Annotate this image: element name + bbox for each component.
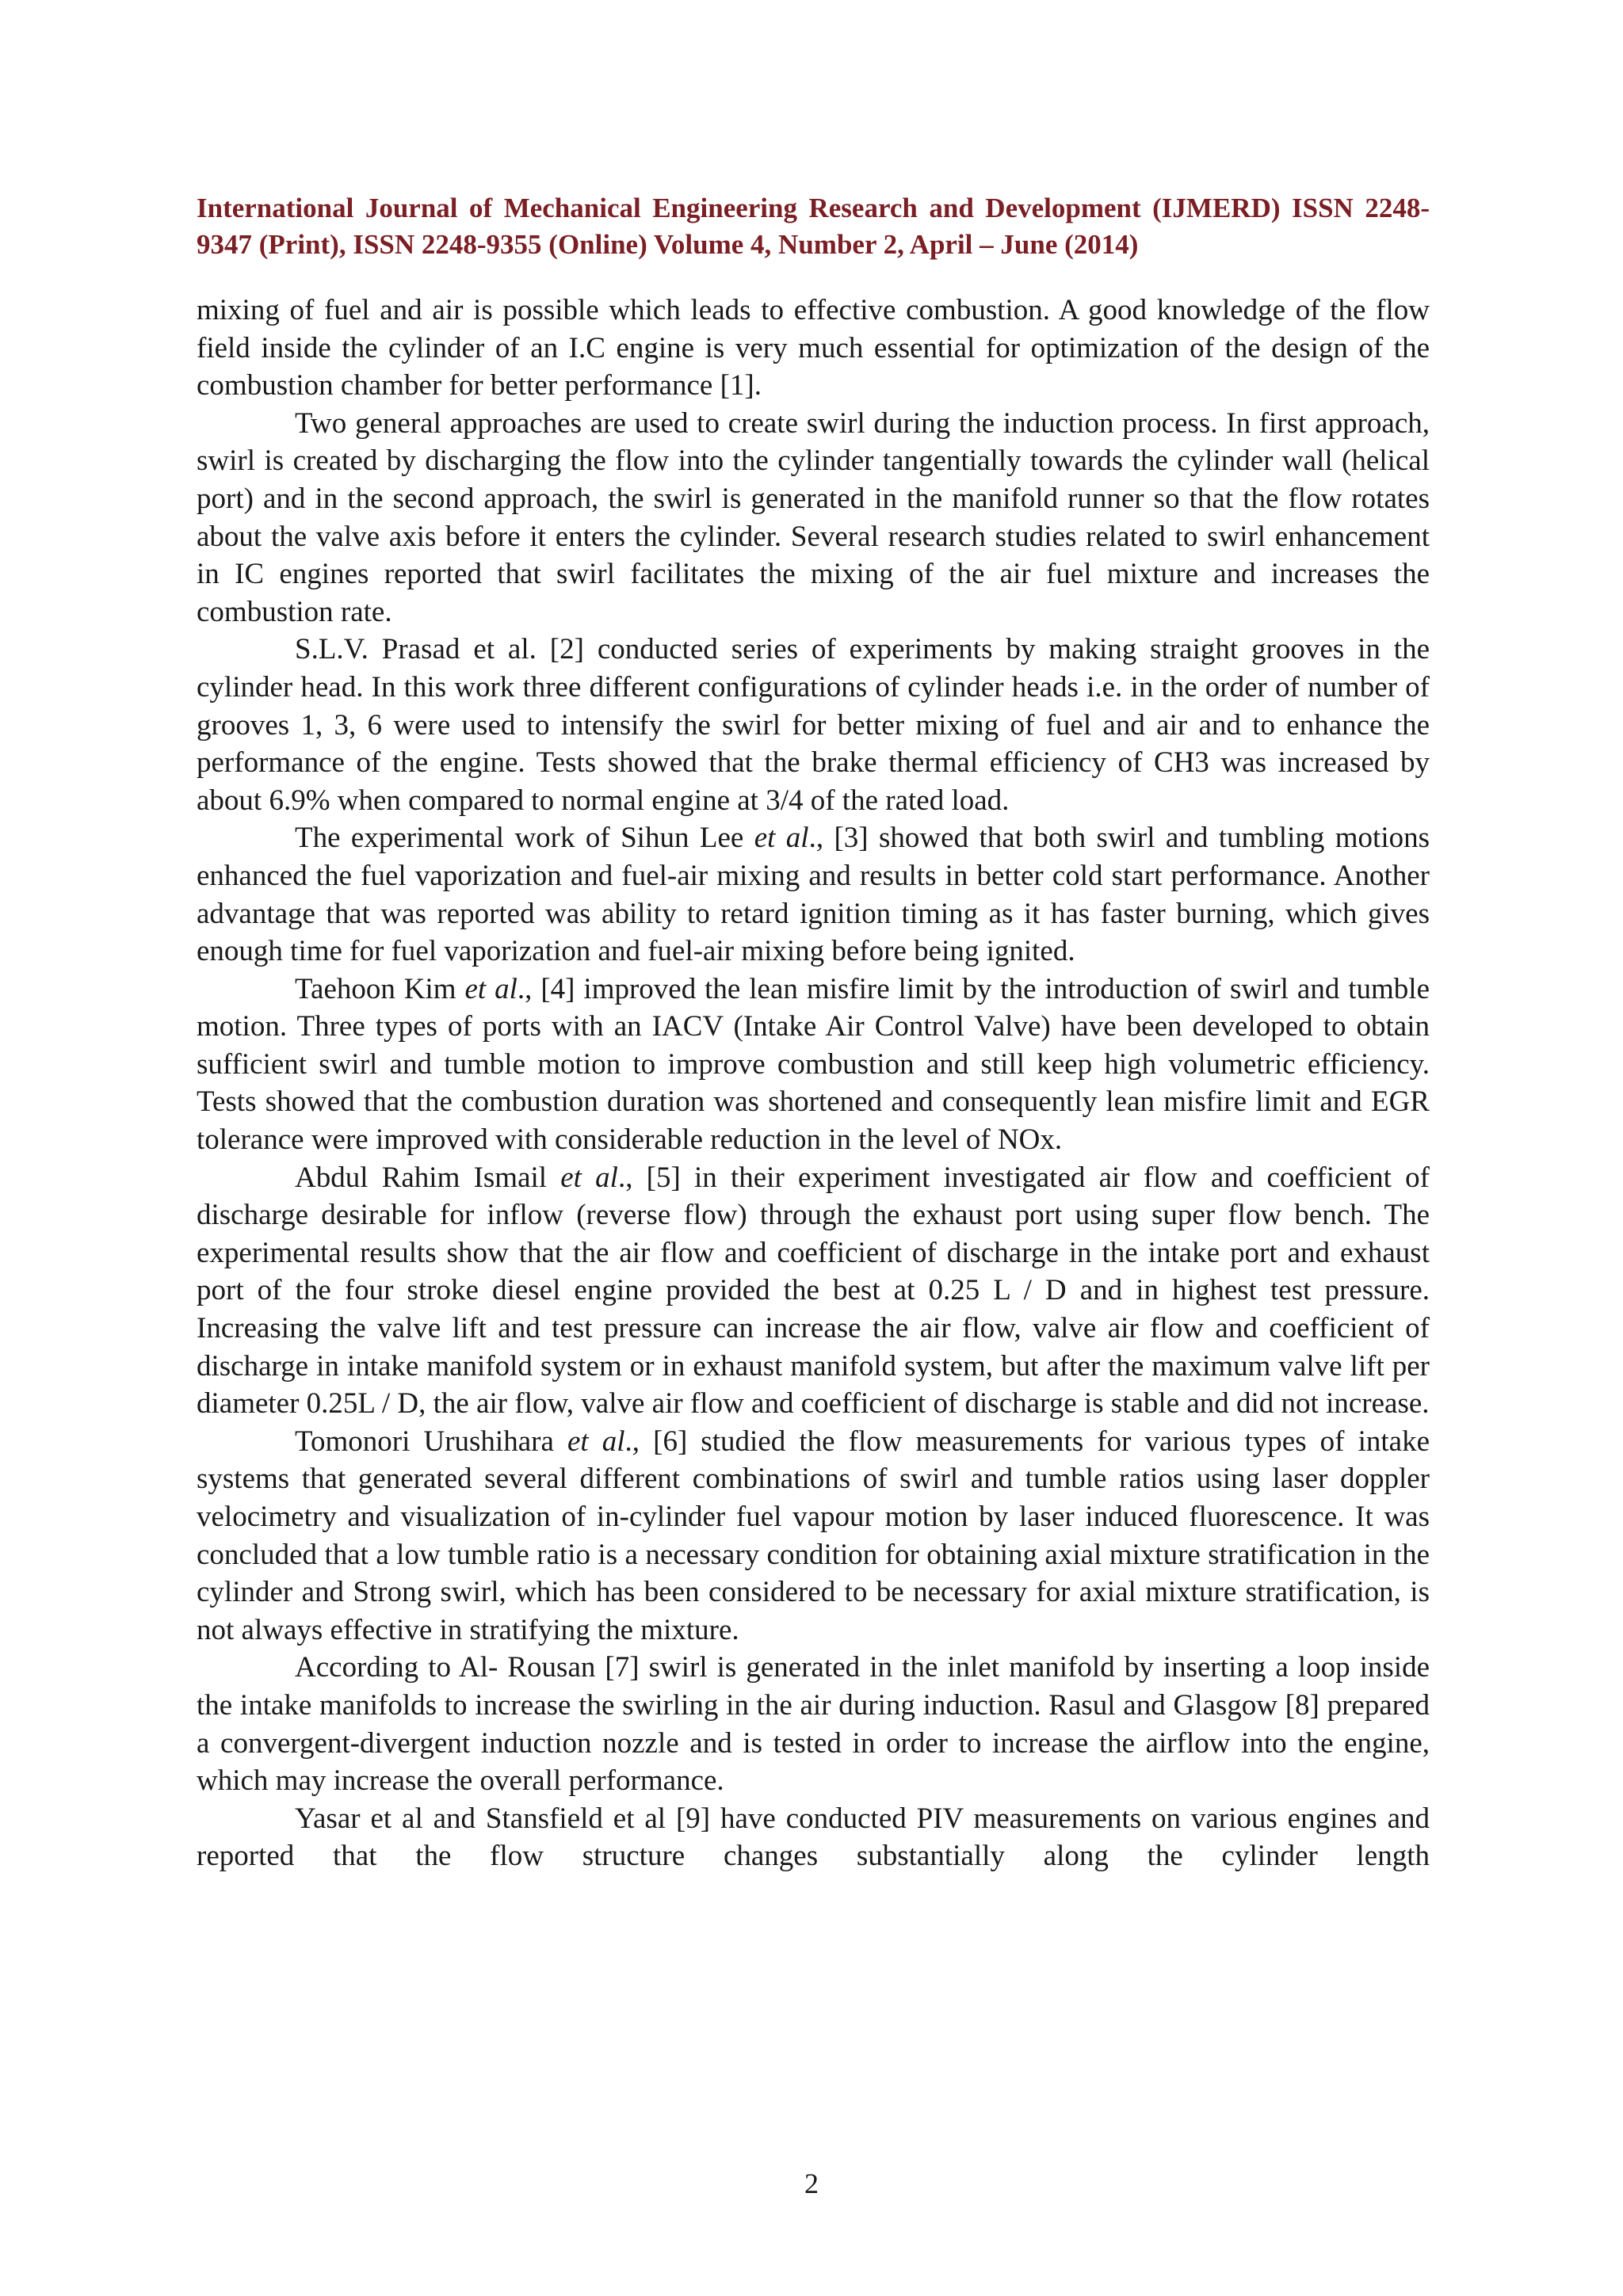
paragraph-6 [197,1159,1430,1423]
et-al-italic: et al [464,972,517,1005]
paragraph-9: Yasar et al and Stansfield et al [9] have conducted PIV measurements on various engines and reported that the flow structure changes substantially along the cylinder length [197,1802,1430,1873]
paragraph-2: Two general approaches are used to create swirl during the induction process. In first approach, swirl is created by discharging the flow into the cylinder tangentially towards the cylinder wall (helical port) and in the second approach, the swirl is generated in the manifold runner so that the flow rotates about the valve axis before it enters the cylinder. Several research studies related to swirl enhancement in IC engines reported that swirl facilitates the mixing of the air fuel mixture and increases the combustion rate. [197,406,1430,628]
journal-running-header: International Journal of Mechanical Engineering Research and Development (IJMERD) ISSN 2248-9347 (Print), ISSN 2248-9355 (Online) Volume 4, Number 2, April – June (2014) [197,193,1430,260]
paragraph-7-lead: Tomonori Urushihara [295,1425,567,1458]
paragraph-4-rest: ., [3] showed that both swirl and tumbling motions enhanced the fuel vaporization and fuel-air mixing and results in better cold start performance. Another advantage that was reported was ability to retard ignition timing as it has faster burning, which gives enough time for fuel vaporization and fuel-air mixing before being ignited. [197,822,1430,968]
paragraph-4-lead: The experimental work of Sihun Lee [295,822,754,855]
page-number: 2 [804,2168,819,2199]
paragraph-3: S.L.V. Prasad et al. [2] conducted series of experiments by making straight grooves in the cylinder head. In this work three different configurations of cylinder heads i.e. in the order of number of grooves 1, 3, 6 were used to intensify the swirl for better mixing of fuel and air and to enhance the performance of the engine. Tests showed that the brake thermal efficiency of CH3 was increased by about 6.9% when compared to normal engine at 3/4 of the rated load. [197,633,1430,817]
paragraph-1: mixing of fuel and air is possible which leads to effective combustion. A good knowledge of the flow field inside the cylinder of an I.C engine is very much essential for optimization of the design of the combustion chamber for better performance [1]. [197,294,1430,402]
paragraph-4 [197,819,1430,970]
et-al-italic: et al [754,822,809,855]
et-al-italic: et al [560,1161,618,1194]
paragraph-5 [197,971,1430,1159]
et-al-italic: et al [567,1425,625,1458]
paragraph-7 [197,1423,1430,1650]
paragraph-5-rest: ., [4] improved the lean misfire limit by the introduction of swirl and tumble motion. Three types of ports with an IACV (Intake Air Control Valve) have been developed to obtain sufficient swirl and tumble motion to improve combustion and still keep high volumetric efficiency. Tests showed that the combustion duration was shortened and consequently lean misfire limit and EGR tolerance were improved with considerable reduction in the level of NOx. [197,972,1430,1157]
paragraph-6-rest: ., [5] in their experiment investigated air flow and coefficient of discharge desirable for inflow (reverse flow) through the exhaust port using super flow bench. The experimental results show that the air flow and coefficient of discharge in the intake port and exhaust port of the four stroke diesel engine provided the best at 0.25 L / D and in highest test pressure. Increasing the valve lift and test pressure can increase the air flow, valve air flow and coefficient of discharge in intake manifold system or in exhaust manifold system, but after the maximum valve lift per diameter 0.25L / D, the air flow, valve air flow and coefficient of discharge is stable and did not increase. [197,1161,1430,1421]
body-text [197,292,1430,1875]
paragraph-5-lead: Taehoon Kim [295,972,465,1005]
paragraph-8: According to Al- Rousan [7] swirl is generated in the inlet manifold by inserting a loop inside the intake manifolds to increase the swirling in the air during induction. Rasul and Glasgow [8] prepared a convergent-divergent induction nozzle and is tested in order to increase the airflow into the engine, which may increase the overall performance. [197,1651,1430,1798]
paragraph-6-lead: Abdul Rahim Ismail [295,1161,561,1194]
paragraph-7-rest: ., [6] studied the flow measurements for various types of intake systems that generated several different combinations of swirl and tumble ratios using laser doppler velocimetry and visualization of in-cylinder fuel vapour motion by laser induced fluorescence. It was concluded that a low tumble ratio is a necessary condition for obtaining axial mixture stratification in the cylinder and Strong swirl, which has been considered to be necessary for axial mixture stratification, is not always effective in stratifying the mixture. [197,1425,1430,1646]
